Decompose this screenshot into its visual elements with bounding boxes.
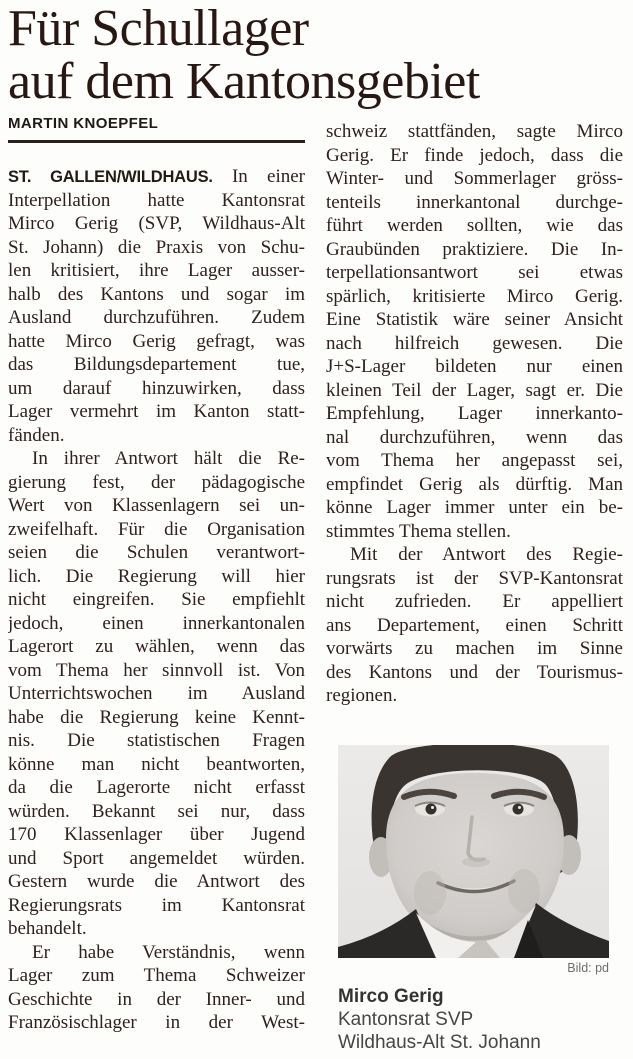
article-line: Französischlager in der West- bbox=[8, 1012, 305, 1033]
right-column bbox=[326, 114, 623, 1054]
article-line: spärlich, kritisierte Mirco Gerig. bbox=[326, 285, 623, 307]
article-line: kleinen Teil der Lager, sagt er. Die bbox=[326, 379, 623, 401]
article-line: Lager zum Thema Schweizer bbox=[8, 965, 305, 986]
article-line: Graubünden praktiziere. Die In- bbox=[326, 238, 623, 260]
article-line: nach hilfreich gewesen. Die bbox=[326, 332, 623, 354]
article-line: Ausland durchzuführen. Zudem bbox=[8, 307, 305, 328]
article-line: hatte Mirco Gerig gefragt, was bbox=[8, 330, 305, 352]
article-line: J+S-Lager bildeten nur einen bbox=[326, 356, 623, 377]
article-line: Gestern wurde die Antwort des bbox=[8, 871, 305, 892]
article-line: tenteils innerkantonal durchge- bbox=[326, 191, 623, 213]
caption-role: Kantonsrat SVP bbox=[338, 1008, 474, 1030]
article-line: habe die Regierung keine Kennt- bbox=[8, 706, 305, 728]
article-line: lich. Die Regierung will hier bbox=[8, 565, 305, 587]
article-line: regionen. bbox=[326, 685, 398, 706]
left-column-text bbox=[8, 166, 305, 1036]
article-line: Unterrichtswochen im Ausland bbox=[8, 683, 305, 704]
article-line: um darauf hinzuwirken, dass bbox=[8, 377, 305, 399]
article-line: nicht zufrieden. Er appelliert bbox=[326, 591, 623, 612]
article-line: des Kantons und der Tourismus- bbox=[326, 661, 623, 683]
photo-block bbox=[338, 745, 609, 1054]
article-headline bbox=[8, 2, 625, 108]
left-column bbox=[8, 114, 305, 1054]
author-byline: MARTIN KNOEPFEL bbox=[8, 114, 305, 143]
article-line: ST. GALLEN/WILDHAUS. In einer bbox=[8, 166, 305, 187]
article-line: könne man nicht beantworten, bbox=[8, 753, 305, 775]
article-line: In ihrer Antwort hält die Re- bbox=[32, 448, 305, 469]
article-line: Mirco Gerig (SVP, Wildhaus-Alt bbox=[8, 213, 305, 234]
article-line: schweiz stattfänden, sagte Mirco bbox=[326, 121, 623, 142]
article-line: ans Departement, einen Schritt bbox=[326, 614, 623, 636]
article-line: St. Johann) die Praxis von Schu- bbox=[8, 236, 305, 258]
article-line: fänden. bbox=[8, 424, 65, 446]
article-line: nis. Die statistischen Fragen bbox=[8, 730, 305, 751]
article-line: zweifelhaft. Für die Organisation bbox=[8, 518, 305, 540]
article-line: nicht eingreifen. Sie empfiehlt bbox=[8, 589, 305, 610]
article-line: nal durchzuführen, wenn das bbox=[326, 426, 623, 448]
article-line: Wert von Klassenlagern sei un- bbox=[8, 495, 305, 516]
caption-name: Mirco Gerig bbox=[338, 985, 444, 1007]
article-line: Interpellation hatte Kantonsrat bbox=[8, 189, 305, 211]
article-line: Eine Statistik wäre seiner Ansicht bbox=[326, 309, 623, 330]
article-line: vom Thema her sinnvoll ist. Von bbox=[8, 659, 305, 681]
article-line: gierung fest, der pädagogische bbox=[8, 471, 305, 493]
article-line: Gerig. Er finde jedoch, dass die bbox=[326, 144, 623, 166]
article-line: würden. Bekannt sei nur, dass bbox=[8, 800, 305, 822]
article-line: rungsrats ist der SVP-Kantonsrat bbox=[326, 567, 623, 589]
article-line: Geschichte in der Inner- und bbox=[8, 988, 305, 1010]
article-line: Er habe Verständnis, wenn bbox=[32, 941, 305, 963]
article-line: 170 Klassenlager über Jugend bbox=[8, 824, 305, 845]
article-line: halb des Kantons und sogar im bbox=[8, 283, 305, 305]
article-line: führt werden sollten, wie das bbox=[326, 215, 623, 236]
headline-line-2: auf dem Kantonsgebiet bbox=[8, 53, 480, 110]
article-line: vorwärts zu machen im Sinne bbox=[326, 638, 623, 659]
article-line: empfindet Gerig als dürftig. Man bbox=[326, 473, 623, 495]
newspaper-article bbox=[0, 2, 633, 1059]
article-line: seien die Schulen verantwort- bbox=[8, 542, 305, 563]
portrait-photo-mirco-gerig bbox=[338, 745, 609, 958]
article-line: Lager vermehrt im Kanton statt- bbox=[8, 401, 305, 422]
article-line: das Bildungsdepartement tue, bbox=[8, 354, 305, 375]
article-line: Regierungsrats im Kantonsrat bbox=[8, 894, 305, 916]
article-line: jedoch, einen innerkantonalen bbox=[8, 612, 305, 634]
article-line: len kritisiert, ihre Lager ausser- bbox=[8, 260, 305, 281]
article-line: Winter- und Sommerlager gröss- bbox=[326, 168, 623, 189]
article-line: Empfehlung, Lager innerkanto- bbox=[326, 403, 623, 424]
right-column-text bbox=[326, 121, 623, 709]
article-line: Lagerort zu wählen, wenn das bbox=[8, 636, 305, 657]
article-line: behandelt. bbox=[8, 918, 87, 939]
photo-credit: Bild: pd bbox=[567, 960, 609, 975]
article-line: vom Thema her angepasst sei, bbox=[326, 450, 623, 471]
headline-line-1: Für Schullager bbox=[8, 0, 309, 57]
article-body bbox=[0, 114, 633, 1054]
dateline-kicker: ST. GALLEN/WILDHAUS. bbox=[8, 168, 213, 186]
caption-location: Wildhaus-Alt St. Johann bbox=[338, 1031, 541, 1053]
article-line: könne Lager immer unter ein be- bbox=[326, 497, 623, 518]
article-line: terpellationsantwort sei etwas bbox=[326, 262, 623, 283]
article-line: Mit der Antwort des Regie- bbox=[350, 544, 623, 565]
article-line: da die Lagerorte nicht erfasst bbox=[8, 777, 305, 798]
article-line: und Sport angemeldet würden. bbox=[8, 847, 305, 869]
article-line: stimmtes Thema stellen. bbox=[326, 520, 511, 542]
photo-caption bbox=[338, 985, 609, 1054]
